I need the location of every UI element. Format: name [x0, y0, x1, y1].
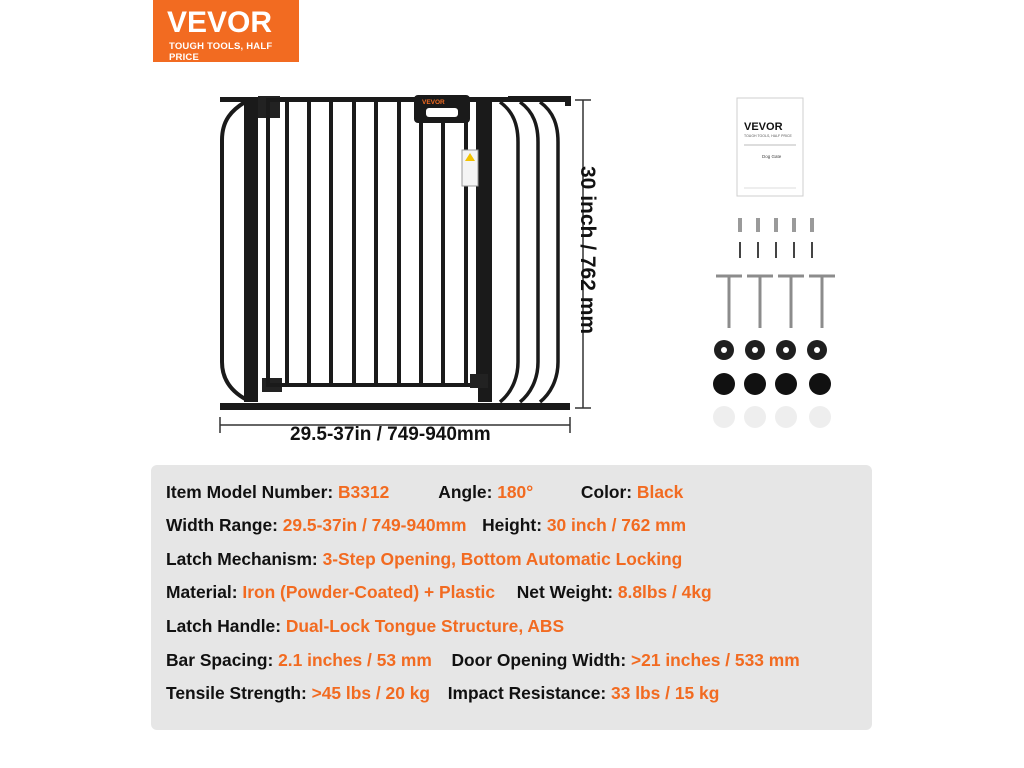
spec-row-2 — [166, 515, 686, 536]
manual-brand: VEVOR — [744, 121, 783, 133]
manual-booklet — [737, 98, 803, 196]
spec-label: Tensile Strength: — [166, 683, 312, 703]
spec-row-3 — [166, 549, 682, 570]
spec-label: Net Weight: — [516, 582, 618, 602]
spec-label: Latch Mechanism: — [166, 549, 323, 569]
handle-brand: VEVOR — [422, 99, 445, 106]
spec-value: >21 inches / 533 mm — [631, 650, 800, 670]
spec-value: 29.5-37in / 749-940mm — [282, 515, 467, 535]
spec-label: Height: — [482, 515, 547, 535]
width-dimension-label: 29.5-37in / 749-940mm — [290, 424, 491, 445]
spec-label: Angle: — [438, 482, 498, 502]
spec-value: 33 lbs / 15 kg — [611, 683, 720, 703]
spec-label: Width Range: — [166, 515, 283, 535]
spec-value: Iron (Powder-Coated) + Plastic — [242, 582, 496, 602]
spec-label: Door Opening Width: — [451, 650, 632, 670]
spec-value: 3-Step Opening, Bottom Automatic Locking — [322, 549, 683, 569]
spec-value: B3312 — [338, 482, 390, 502]
spec-row-4 — [166, 582, 712, 603]
spec-value: Dual-Lock Tongue Structure, ABS — [285, 616, 565, 636]
brand-tagline: TOUGH TOOLS, HALF PRICE — [169, 41, 273, 63]
brand-name: VEVOR — [167, 6, 273, 39]
spec-value: >45 lbs / 20 kg — [311, 683, 431, 703]
height-dimension-label: 30 inch / 762 mm — [576, 166, 599, 335]
spec-value: 30 inch / 762 mm — [546, 515, 687, 535]
spec-row-7 — [166, 683, 719, 704]
spec-value: 8.8lbs / 4kg — [617, 582, 712, 602]
spec-label: Material: — [166, 582, 243, 602]
spec-label: Item Model Number: — [166, 482, 338, 502]
spec-row-1 — [166, 482, 683, 503]
spec-value: 2.1 inches / 53 mm — [278, 650, 432, 670]
spec-value: 180° — [497, 482, 534, 502]
spec-value: Black — [636, 482, 684, 502]
spec-label: Color: — [580, 482, 637, 502]
spec-row-6 — [166, 650, 800, 671]
spec-row-5 — [166, 616, 564, 637]
manual-tagline: TOUGH TOOLS, HALF PRICE — [744, 134, 792, 138]
spec-label: Latch Handle: — [166, 616, 286, 636]
spec-label: Bar Spacing: — [166, 650, 279, 670]
spec-label: Impact Resistance: — [447, 683, 612, 703]
manual-title: Dog Gate — [762, 154, 782, 159]
